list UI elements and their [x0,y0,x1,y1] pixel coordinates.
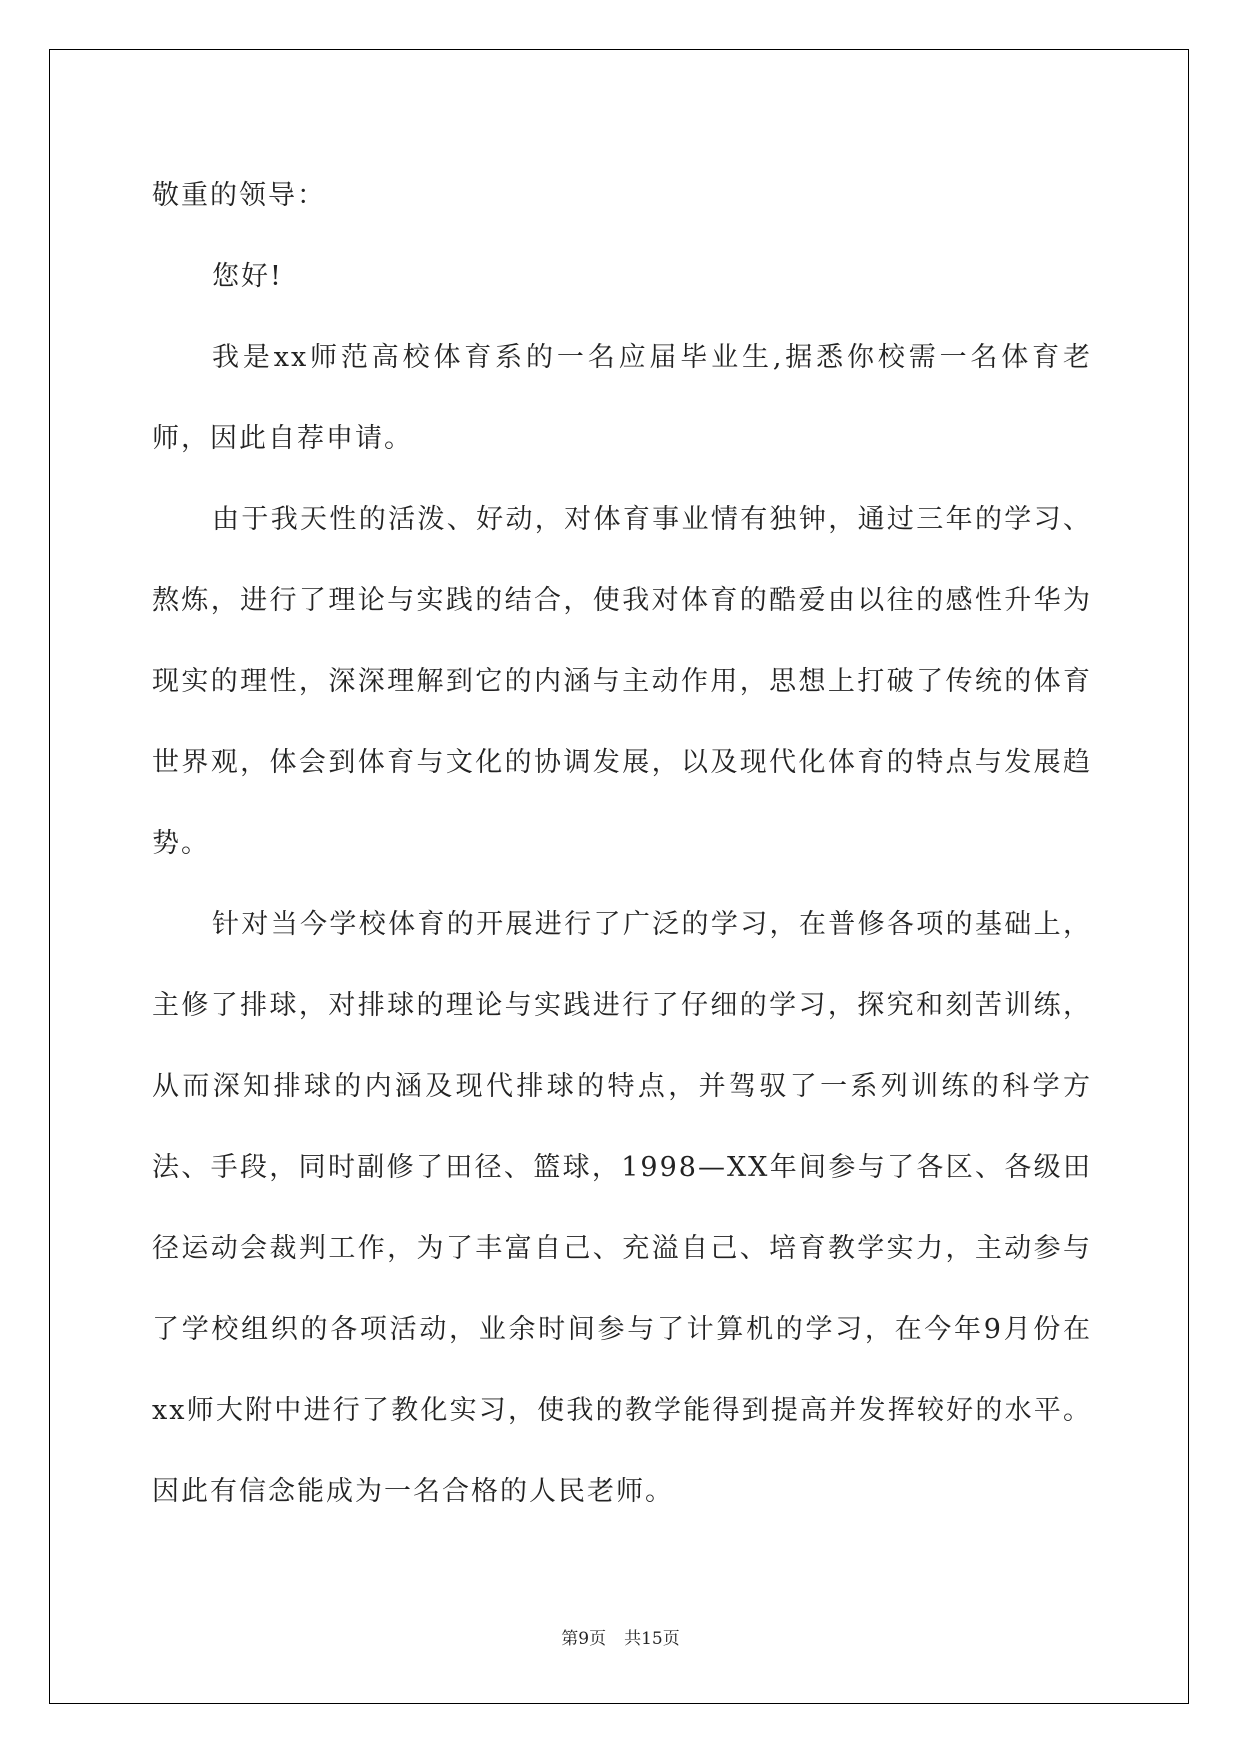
page-number: 第9页 [561,1629,607,1649]
salutation: 敬重的领导： [152,180,326,211]
greeting: 您好! [212,261,283,292]
paragraph-intro: 我是xx师范高校体育系的一名应届毕业生,据悉你校需一名体育老师，因此自荐申请。 [152,342,1092,454]
letter-body [152,155,1092,1532]
page-total: 共15页 [624,1629,680,1649]
page-footer [0,1624,1241,1649]
paragraph-experience: 针对当今学校体育的开展进行了广泛的学习，在普修各项的基础上，主修了排球，对排球的理论与实践进行了仔细的学习，探究和刻苦训练，从而深知排球的内涵及现代排球的特点，并驾驭了一系列训练的科学方法、手段，同时副修了田径、篮球，1998—XX年间参与了各区、各级田径运动会裁判工作，为了丰富自己、充溢自己、培育教学实力，主动参与了学校组织的各项活动，业余时间参与了计算机的学习，在今年9月份在xx师大附中进行了教化实习，使我的教学能得到提高并发挥较好的水平。因此有信念能成为一名合格的人民老师。 [152,909,1092,1507]
paragraph-background: 由于我天性的活泼、好动，对体育事业情有独钟，通过三年的学习、熬炼，进行了理论与实践的结合，使我对体育的酷爱由以往的感性升华为现实的理性，深深理解到它的内涵与主动作用，思想上打破了传统的体育世界观，体会到体育与文化的协调发展，以及现代化体育的特点与发展趋势。 [152,504,1092,859]
